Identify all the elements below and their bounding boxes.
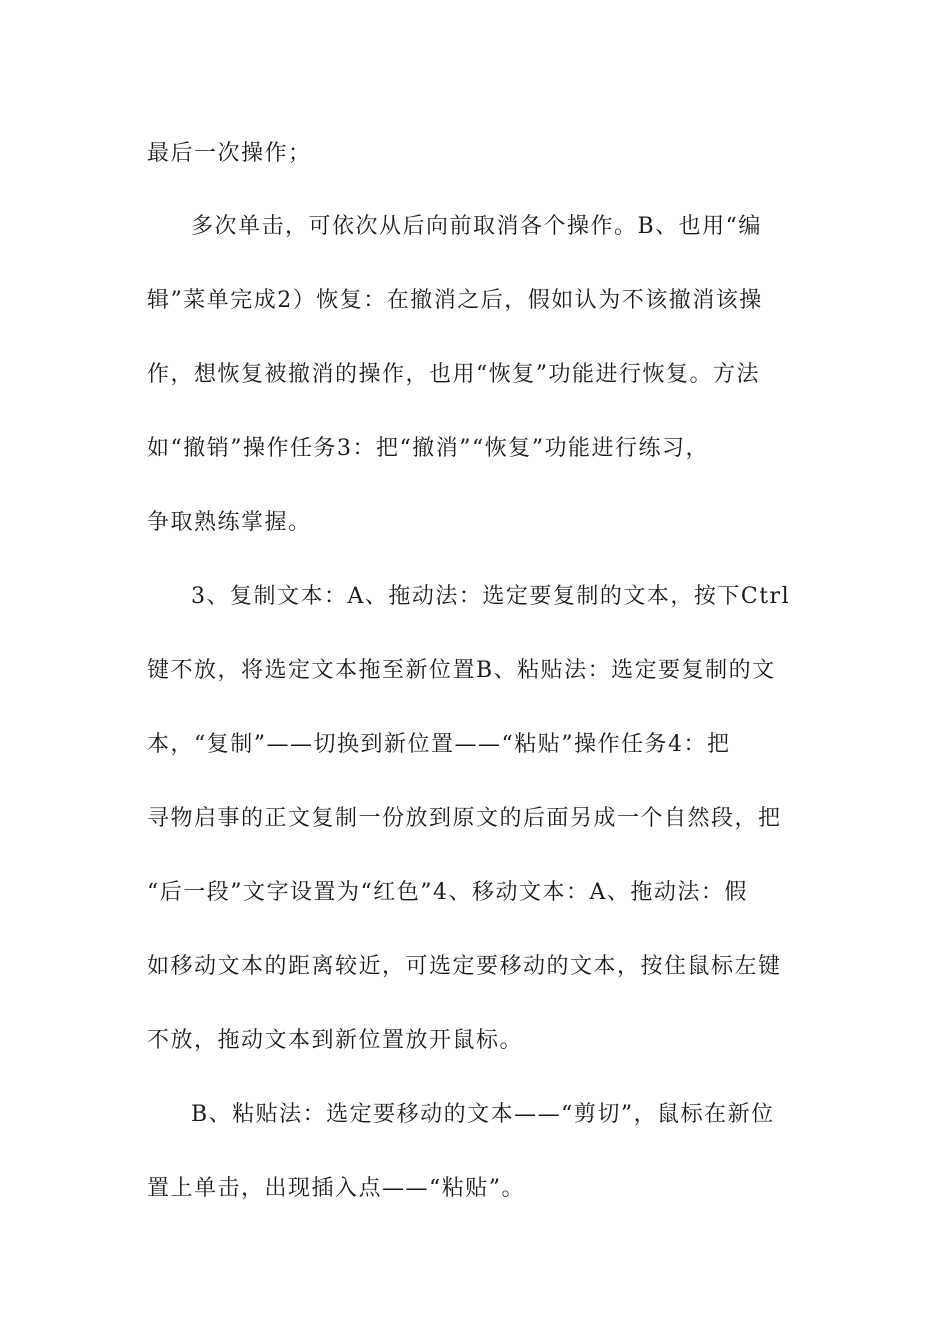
text-line: 本，“复制”——切换到新位置——“粘贴”操作任务4：把 bbox=[147, 732, 731, 757]
text-line: 作，想恢复被撤消的操作，也用“恢复”功能进行恢复。方法 bbox=[147, 362, 760, 387]
text-line: 不放，拖动文本到新位置放开鼠标。 bbox=[147, 1028, 524, 1053]
text-line: 键不放，将选定文本拖至新位置B、粘贴法：选定要复制的文 bbox=[147, 658, 776, 683]
text-line: “后一段”文字设置为“红色”4、移动文本：A、拖动法：假 bbox=[147, 880, 748, 905]
text-line: B、粘贴法：选定要移动的文本——“剪切”，鼠标在新位 bbox=[191, 1102, 775, 1127]
text-line: 如移动文本的距离较近，可选定要移动的文本，按住鼠标左键 bbox=[147, 954, 782, 979]
text-line: 争取熟练掌握。 bbox=[147, 510, 312, 535]
text-line: 3、复制文本：A、拖动法：选定要复制的文本，按下Ctrl bbox=[191, 584, 791, 609]
text-line: 置上单击，出现插入点——“粘贴”。 bbox=[147, 1176, 525, 1201]
text-line: 辑”菜单完成2）恢复：在撤消之后，假如认为不该撤消该操 bbox=[147, 288, 763, 313]
text-line: 最后一次操作； bbox=[147, 141, 312, 166]
text-line: 寻物启事的正文复制一份放到原文的后面另成一个自然段，把 bbox=[147, 806, 782, 831]
text-line: 如“撤销”操作任务3：把“撤消”“恢复”功能进行练习， bbox=[147, 436, 709, 461]
text-line: 多次单击，可依次从后向前取消各个操作。B、也用“编 bbox=[191, 214, 762, 239]
